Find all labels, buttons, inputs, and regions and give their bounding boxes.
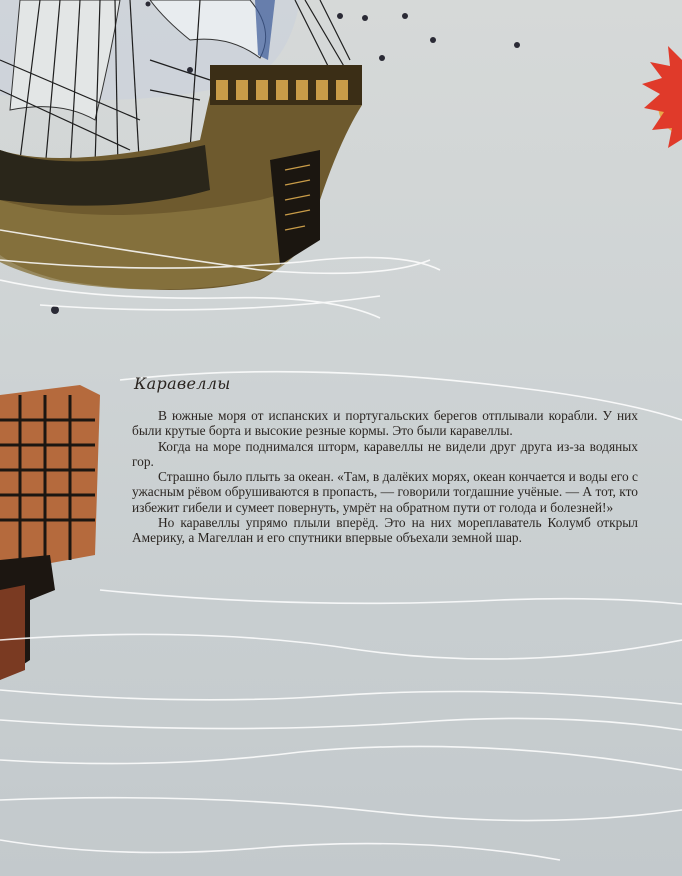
paragraph: Когда на море поднимался шторм, каравеллы не видели друг друга из-за водяных гор. <box>132 438 638 469</box>
article-body <box>132 408 638 546</box>
paragraph: Страшно было плыть за океан. «Там, в далёких морях, океан кончается и воды его с ужасным рёвом обрушиваются в пропасть, — говорили тогдашние учёные. — А тот, кто избежит гибели и сумеет повернуть, умрёт на обратном пути от голода и болезней!» <box>132 469 638 515</box>
sun-icon <box>642 40 682 160</box>
paragraph: Но каравеллы упрямо плыли вперёд. Это на них мореплаватель Колумб открыл Америку, а Магеллан и его спутники впервые объехали земной шар. <box>132 515 638 546</box>
section-title: Каравеллы <box>134 374 231 393</box>
paragraph: В южные моря от испанских и португальских берегов отплывали корабли. У них были крутые борта и высокие резные кормы. Это были каравеллы. <box>132 408 638 439</box>
